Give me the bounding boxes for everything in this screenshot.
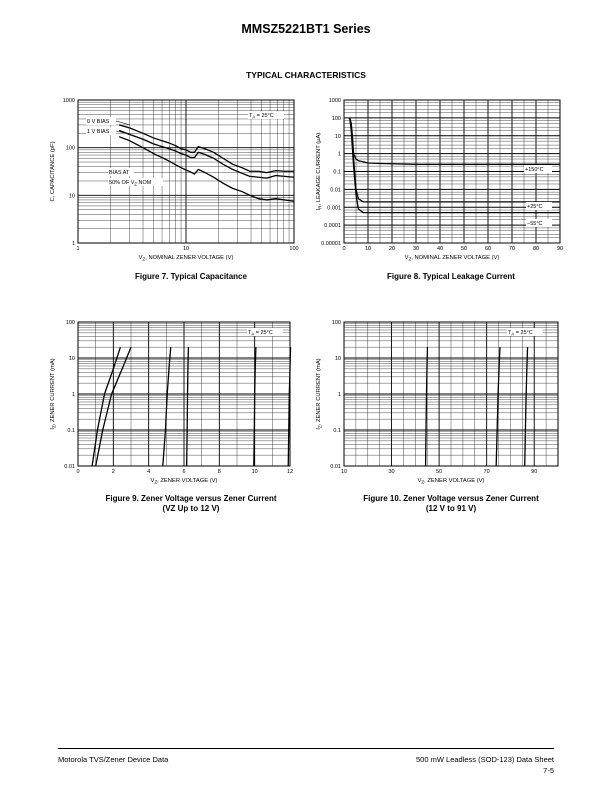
footer-right-text: 500 mW Leadless (SOD-123) Data Sheet [416,755,554,764]
y-tick-label: 100 [65,320,75,326]
y-tick-label: 0.01 [330,187,341,194]
y-tick-label: 1 [337,392,341,398]
y-tick-label: 100 [65,145,75,152]
series-label: 1 V BIAS [87,129,110,135]
temperature-label: $T_A = 25^\circ C$ [508,330,533,337]
figure-8-caption: Figure 8. Typical Leakage Current [387,272,515,281]
y-tick-label: 100 [331,320,341,326]
x-tick-label: 0 [342,246,346,252]
series-line [496,347,500,466]
x-axis-label: $V_Z$, NOMINAL ZENER VOLTAGE (V) [138,255,234,262]
x-tick-label: 40 [436,246,444,252]
x-axis-label: $V_Z$, ZENER VOLTAGE (V) [417,478,485,485]
y-tick-label: 0.01 [64,464,75,470]
series-label: BIAS AT [109,170,130,176]
x-axis-label: $V_Z$, NOMINAL ZENER VOLTAGE (V) [404,255,500,262]
y-tick-label: 0.001 [327,205,341,212]
figure-9-caption-line2: (VZ Up to 12 V) [162,504,220,513]
figure-9-chart [50,320,293,485]
x-tick-label: 30 [388,469,395,475]
leader-line [116,121,130,125]
figure-7-caption: Figure 7. Typical Capacitance [135,272,247,281]
x-tick-label: 60 [484,246,492,252]
x-axis-label: $V_Z$, ZENER VOLTAGE (V) [150,478,218,485]
series-line [119,130,294,178]
series-label: +150°C [525,167,544,173]
document-title: MMSZ5221BT1 Series [241,22,371,36]
series-label: 50% OF $V_Z$ NOM [109,180,152,187]
x-tick-label: 70 [483,469,490,475]
x-tick-label: 0 [76,469,80,475]
y-tick-label: 1 [71,241,75,247]
y-tick-label: 1000 [328,98,341,104]
series-line [525,347,528,466]
x-tick-label: 1 [76,246,80,252]
series-label: +25°C [527,204,543,210]
page-number: 7-5 [543,766,554,775]
y-tick-label: 10 [334,356,341,362]
figure-10-chart [316,320,558,485]
x-tick-label: 70 [508,246,516,252]
x-tick-label: 4 [147,469,151,475]
series-line [92,347,120,466]
y-tick-label: 10 [68,193,75,200]
x-tick-label: 100 [289,246,299,252]
x-tick-label: 10 [182,246,190,252]
y-tick-label: 1 [337,151,341,158]
temperature-label: $T_A = 25^\circ C$ [249,113,274,120]
y-tick-label: 0.1 [333,169,341,176]
x-tick-label: 50 [460,246,468,252]
x-tick-label: 8 [217,469,221,475]
figure-10-caption: Figure 10. Zener Voltage versus Zener Current [363,494,539,503]
section-title: TYPICAL CHARACTERISTICS [246,70,366,80]
figure-7-chart [50,98,299,262]
y-tick-label: 100 [331,115,341,122]
footer-left-text: Motorola TVS/Zener Device Data [58,755,169,764]
x-tick-label: 80 [532,246,540,252]
x-tick-label: 10 [251,469,258,475]
series-label: 0 V BIAS [87,119,110,125]
y-tick-label: 1 [71,392,75,398]
x-tick-label: 6 [182,469,186,475]
temperature-label: $T_A = 25^\circ C$ [248,330,273,337]
x-tick-label: 12 [286,469,294,475]
y-axis-label: $I_Z$, ZENER CURRENT (mA) [316,358,323,430]
y-tick-label: 10 [68,356,75,362]
x-tick-label: 20 [388,246,396,252]
y-tick-label: 0.1 [67,428,75,434]
y-tick-label: 1000 [62,98,75,104]
x-tick-label: 10 [364,246,372,252]
y-axis-label: $I_Z$, ZENER CURRENT (mA) [50,358,57,430]
x-tick-label: 90 [531,469,538,475]
y-tick-label: 10 [334,133,341,140]
x-tick-label: 2 [111,469,115,475]
x-tick-label: 50 [436,469,443,475]
figure-8-chart [316,98,563,262]
footer-rule [58,748,554,749]
x-tick-label: 10 [340,469,348,475]
series-line [119,137,294,202]
figure-9-caption: Figure 9. Zener Voltage versus Zener Current [105,494,277,503]
y-axis-label: C, CAPACITANCE (pF) [50,141,56,202]
y-axis-label: $I_R$, LEAKAGE CURRENT (μA) [316,132,323,211]
x-tick-label: 90 [556,246,564,252]
series-line [187,347,189,466]
y-tick-label: 0.00001 [321,241,341,247]
y-tick-label: 0.01 [330,464,341,470]
y-tick-label: 0.1 [333,428,341,434]
x-tick-label: 30 [412,246,420,252]
y-tick-label: 0.0001 [324,223,341,230]
figure-10-caption-line2: (12 V to 91 V) [425,504,477,513]
series-line [163,347,171,466]
series-label: −55°C [527,221,543,227]
